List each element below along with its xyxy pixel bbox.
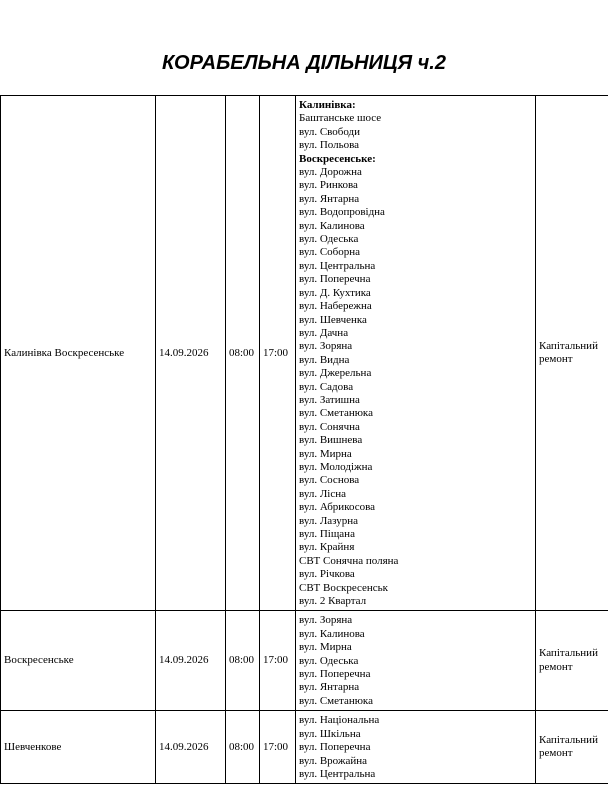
street-item: вул. Водопровідна <box>299 206 385 219</box>
street-item: вул. Янтарна <box>299 192 360 205</box>
street-item: вул. Сонячна <box>299 420 360 433</box>
street-item: вул. Мирна <box>299 641 352 654</box>
work-type-cell: Капітальний ремонт <box>536 711 608 784</box>
settlement-heading: Калинівка: <box>299 99 356 111</box>
streets-cell <box>296 711 536 784</box>
street-item: вул. Сметанюка <box>299 407 373 420</box>
table-row <box>1 611 608 711</box>
table-row <box>1 711 608 784</box>
start-time-cell: 08:00 <box>226 96 260 611</box>
page-title: КОРАБЕЛЬНА ДІЛЬНИЦЯ ч.2 <box>162 52 446 74</box>
street-item: вул. Центральна <box>299 767 376 780</box>
work-type-cell: Капітальний ремонт <box>536 611 608 711</box>
locality-cell: Шевченкове <box>1 711 156 784</box>
streets-cell <box>296 611 536 711</box>
locality-cell: Калинівка Воскресенське <box>1 96 156 611</box>
street-item: вул. Крайня <box>299 541 355 554</box>
date-cell: 14.09.2026 <box>156 711 226 784</box>
end-time-cell: 17:00 <box>260 611 296 711</box>
table-row <box>1 96 608 611</box>
street-item: вул. Національна <box>299 714 380 727</box>
street-item: вул. 2 Квартал <box>299 595 367 608</box>
street-item: вул. Свободи <box>299 125 361 138</box>
street-item: вул. Соснова <box>299 474 360 487</box>
outage-table <box>0 95 608 784</box>
street-item: вул. Одеська <box>299 654 359 667</box>
street-item: вул. Поперечна <box>299 273 371 286</box>
start-time-cell: 08:00 <box>226 611 260 711</box>
streets-cell <box>296 96 536 611</box>
street-item: вул. Шевченка <box>299 313 367 326</box>
street-item: вул. Мирна <box>299 447 352 460</box>
street-item: вул. Абрикосова <box>299 501 376 514</box>
end-time-cell: 17:00 <box>260 711 296 784</box>
end-time-cell: 17:00 <box>260 96 296 611</box>
street-item: вул. Калинова <box>299 219 365 232</box>
street-item: вул. Дорожна <box>299 166 362 179</box>
street-item: Баштанське шосе <box>299 112 382 125</box>
street-item: вул. Калинова <box>299 627 365 640</box>
street-item: вул. Врожайна <box>299 754 368 767</box>
street-item: вул. Центральна <box>299 259 376 272</box>
street-item: вул. Ринкова <box>299 179 358 192</box>
date-cell: 14.09.2026 <box>156 611 226 711</box>
street-item: вул. Джерельна <box>299 367 372 380</box>
street-item: вул. Одеська <box>299 233 359 246</box>
street-item: вул. Лісна <box>299 487 346 500</box>
street-item: вул. Соборна <box>299 246 361 259</box>
locality-cell: Воскресенське <box>1 611 156 711</box>
street-item: вул. Молодіжна <box>299 460 373 473</box>
street-item: вул. Шкільна <box>299 727 361 740</box>
street-item: вул. Піщана <box>299 528 355 540</box>
street-item: вул. Польова <box>299 139 360 152</box>
street-item: СВТ Воскресенськ <box>299 581 389 594</box>
street-item: вул. Видна <box>299 353 350 366</box>
street-item: вул. Поперечна <box>299 741 371 754</box>
street-item: вул. Лазурна <box>299 514 359 527</box>
street-item: вул. Дачна <box>299 326 349 339</box>
street-item: вул. Зоряна <box>299 614 353 627</box>
date-cell: 14.09.2026 <box>156 96 226 611</box>
work-type-cell: Капітальний ремонт <box>536 96 608 611</box>
street-item: вул. Янтарна <box>299 681 360 694</box>
street-item: вул. Вишнева <box>299 434 363 447</box>
street-item: вул. Набережна <box>299 300 372 313</box>
street-item: вул. Затишна <box>299 393 360 406</box>
street-item: вул. Садова <box>299 380 354 393</box>
street-item: вул. Зоряна <box>299 340 353 353</box>
street-item: вул. Річкова <box>299 568 355 581</box>
street-item: вул. Сметанюка <box>299 694 373 707</box>
settlement-heading: Воскресенське: <box>299 152 376 165</box>
start-time-cell: 08:00 <box>226 711 260 784</box>
street-item: вул. Д. Кухтика <box>299 286 371 299</box>
street-item: вул. Поперечна <box>299 668 371 681</box>
street-item: СВТ Сонячна поляна <box>299 554 399 567</box>
